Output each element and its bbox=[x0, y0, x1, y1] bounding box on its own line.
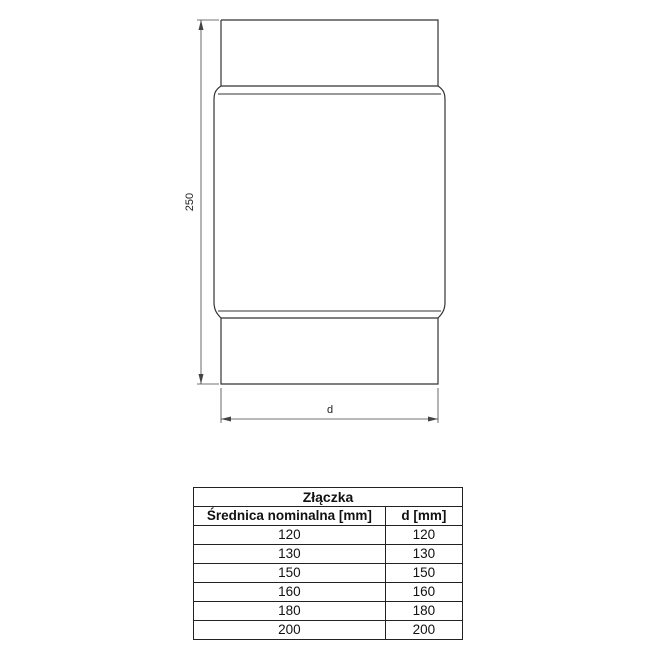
cell-nominal: 150 bbox=[194, 564, 386, 583]
height-arrow-top bbox=[199, 20, 204, 30]
width-label: d bbox=[326, 404, 334, 416]
cell-nominal: 180 bbox=[194, 602, 386, 621]
cell-d: 120 bbox=[385, 526, 462, 545]
width-arrow-right bbox=[428, 417, 438, 422]
table-row bbox=[194, 526, 463, 545]
cell-d: 160 bbox=[385, 583, 462, 602]
table-row bbox=[194, 583, 463, 602]
table-title-row bbox=[194, 488, 463, 507]
middle-body-outline bbox=[214, 86, 445, 318]
height-arrow-bottom bbox=[199, 374, 204, 384]
cell-d: 150 bbox=[385, 564, 462, 583]
spec-table bbox=[193, 487, 463, 640]
table-row bbox=[194, 602, 463, 621]
cell-d: 200 bbox=[385, 621, 462, 640]
cell-d: 180 bbox=[385, 602, 462, 621]
lower-sleeve-outline bbox=[221, 318, 438, 384]
cell-nominal: 120 bbox=[194, 526, 386, 545]
table-row bbox=[194, 564, 463, 583]
cell-d: 130 bbox=[385, 545, 462, 564]
table-header-row bbox=[194, 507, 463, 526]
header-d: d [mm] bbox=[385, 507, 462, 526]
width-arrow-left bbox=[221, 417, 231, 422]
height-label: 250 bbox=[184, 192, 196, 212]
cell-nominal: 130 bbox=[194, 545, 386, 564]
table-row bbox=[194, 545, 463, 564]
cell-nominal: 200 bbox=[194, 621, 386, 640]
table-title: Złączka bbox=[194, 488, 463, 507]
upper-sleeve-outline bbox=[221, 20, 438, 86]
cell-nominal: 160 bbox=[194, 583, 386, 602]
header-nominal-diameter: Średnica nominalna [mm] bbox=[194, 507, 386, 526]
table-row bbox=[194, 621, 463, 640]
